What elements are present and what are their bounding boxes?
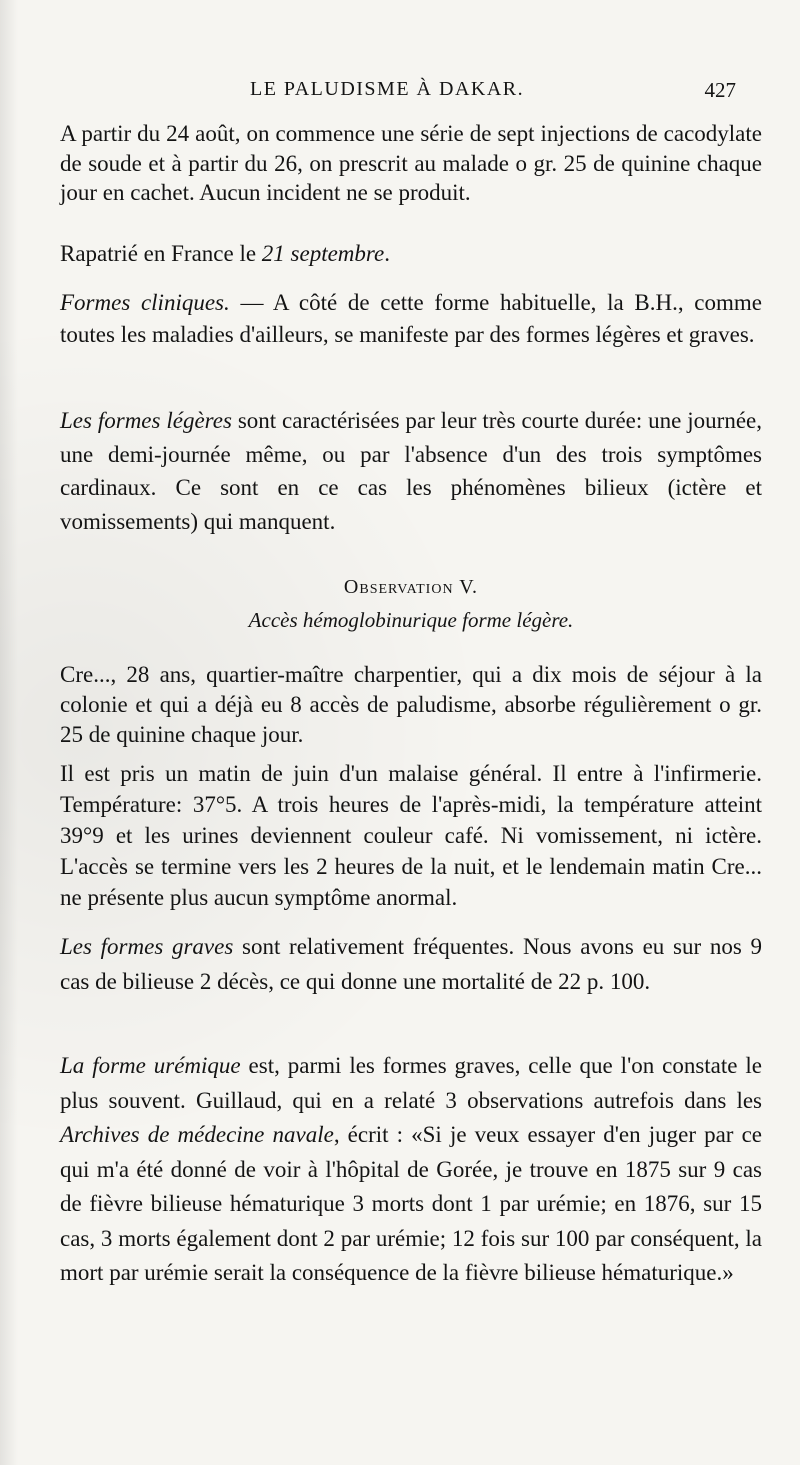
repatriation-text: Rapatrié en France le [60,241,262,266]
page-number: 427 [704,78,736,102]
light-forms-heading: Les formes légères [60,408,232,433]
case-intro-text: Cre..., 28 ans, quartier-maître charpentier, qui a dix mois de séjour à la colonie et qui a déjà eu 8 accès de paludisme, absorbe régulièrement o gr. 25 de quinine chaque jour. [60,662,762,747]
paragraph-case-course [60,758,762,913]
paragraph-case-intro [60,660,762,750]
journal-title: Archives de médecine navale [60,1122,334,1147]
severe-forms-heading: Les formes graves [60,934,234,959]
observation-subtitle: Accès hémoglobinurique forme légère. [248,608,574,632]
severe-forms-text: sont relativement fréquentes. Nous avons eu sur nos 9 cas de bilieuse 2 décès, ce qui donne une mortalité de 22 p. 100. [60,934,762,994]
paragraph-light-forms [60,404,762,538]
running-title: LE PALUDISME À DAKAR. [250,78,525,100]
observation-title: Observation V. [343,576,479,598]
paragraph-uremic-form [60,1049,762,1291]
clinical-forms-text: — A côté de cette forme habituelle, la B.H., comme toutes les maladies d'ailleurs, se manifeste par des formes légères et graves. [60,290,762,347]
uremic-form-text-1: est, parmi les formes graves, celle que l'on constate le plus souvent. Guillaud, qui en a relaté 3 observations autrefois dans les [60,1053,762,1113]
paragraph-severe-forms [60,930,762,999]
uremic-form-heading: La forme urémique [60,1053,241,1078]
light-forms-text: sont caractérisées par leur très courte durée: une journée, une demi-journée même, ou par l'absence d'un des trois symptômes cardinaux. Ce sont en ce cas les phénomènes bilieux (ictère et vomissements) qui manquent. [60,408,762,534]
paragraph-injections [60,119,762,208]
page-edge-shadow [0,0,18,1465]
case-course-text: Il est pris un matin de juin d'un malaise général. Il entre à l'infirmerie. Température: 37°5. A trois heures de l'après-midi, la température atteint 39°9 et les urines deviennent couleur café. Ni vomissement, ni ictère. L'accès se termine vers les 2 heures de la nuit, et le lendemain matin Cre... ne présente plus aucun symptôme anormal. [60,761,762,910]
repatriation-end: . [384,241,390,266]
paragraph-clinical-forms [60,287,762,351]
clinical-forms-heading: Formes cliniques. [60,290,230,315]
repatriation-date: 21 septembre [261,241,385,266]
paragraph-injections-text: A partir du 24 août, on commence une série de sept injections de cacodylate de soude et à partir du 26, on prescrit au malade o gr. 25 de quinine chaque jour en cachet. Aucun incident ne se produit. [60,121,762,205]
running-head [60,78,740,108]
uremic-form-quote: , écrit : «Si je veux essayer d'en juger par ce qui m'a été donné de voir à l'hôpital de Gorée, je trouve en 1875 sur 9 cas de fièvre bilieuse hématurique 3 morts dont 1 par urémie; en 1876, sur 15 cas, 3 morts également dont 2 par urémie; 12 fois sur 100 par conséquent, la mort par urémie serait la conséquence de la fièvre bilieuse hématurique.» [60,1122,762,1285]
paragraph-repatriation [60,239,762,268]
